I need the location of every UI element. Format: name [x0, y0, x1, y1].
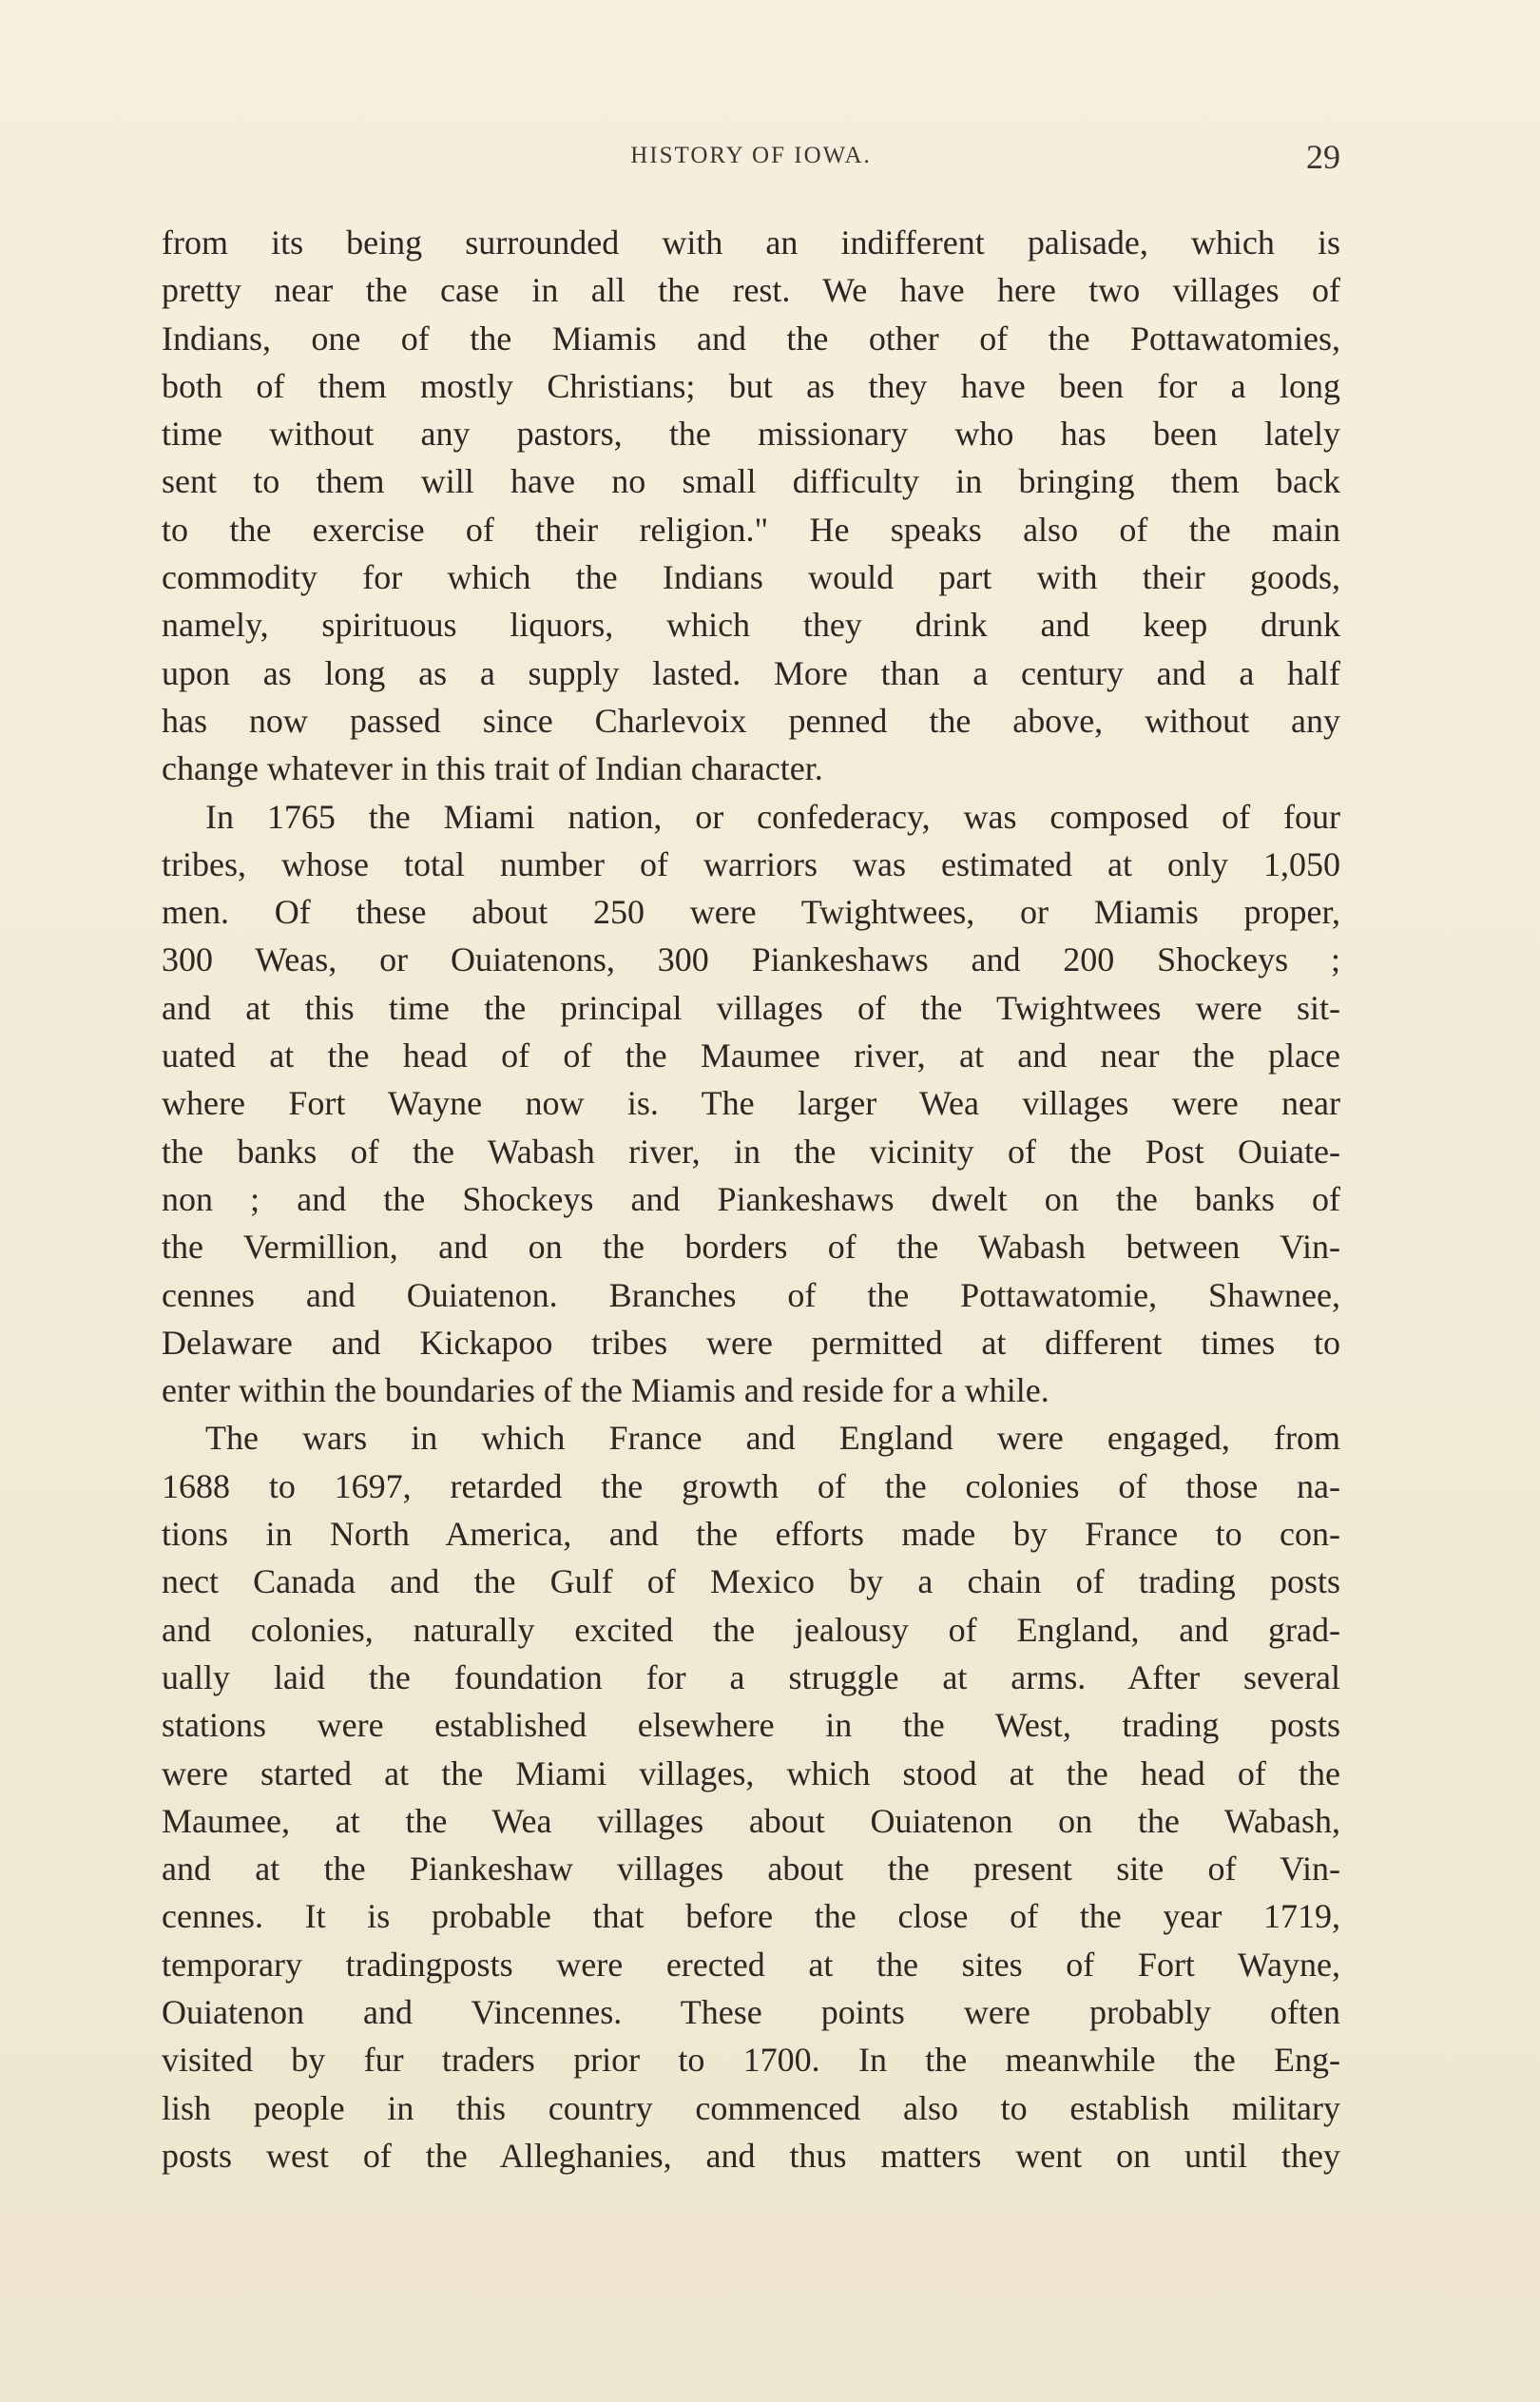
text-line: cennes and Ouiatenon. Branches of the Pottawatomie, Shawnee,: [162, 1275, 1340, 1314]
text-line: the banks of the Wabash river, in the vicinity of the Post Ouiate-: [162, 1132, 1340, 1171]
text-line: posts west of the Alleghanies, and thus matters went on until they: [162, 2136, 1340, 2175]
text-line: tions in North America, and the efforts made by France to con-: [162, 1515, 1340, 1554]
text-line: and at the Piankeshaw villages about the present site of Vin-: [162, 1850, 1340, 1889]
text-line: where Fort Wayne now is. The larger Wea villages were near: [162, 1084, 1340, 1123]
text-line: sent to them will have no small difficulty in bringing them back: [162, 462, 1340, 501]
text-line: non ; and the Shockeys and Piankeshaws dwelt on the banks of: [162, 1179, 1340, 1218]
text-line: The wars in which France and England were engaged, from: [205, 1419, 1340, 1458]
page-number: 29: [1306, 138, 1340, 176]
text-line: to the exercise of their religion." He speaks also of the main: [162, 510, 1340, 549]
text-line: ually laid the foundation for a struggle at arms. After several: [162, 1657, 1340, 1696]
text-line: from its being surrounded with an indifferent palisade, which is: [162, 223, 1340, 262]
text-line: 1688 to 1697, retarded the growth of the colonies of those na-: [162, 1466, 1340, 1505]
text-line: Indians, one of the Miamis and the other of the Pottawatomies,: [162, 319, 1340, 358]
text-line: were started at the Miami villages, which stood at the head of the: [162, 1753, 1340, 1792]
text-line: time without any pastors, the missionary who has been lately: [162, 415, 1340, 454]
text-line: upon as long as a supply lasted. More than a century and a half: [162, 653, 1340, 692]
text-line: the Vermillion, and on the borders of the Wabash between Vin-: [162, 1228, 1340, 1267]
text-line: Maumee, at the Wea villages about Ouiatenon on the Wabash,: [162, 1801, 1340, 1840]
text-line: men. Of these about 250 were Twightwees, or Miamis proper,: [162, 893, 1340, 932]
text-line: lish people in this country commenced also to establish military: [162, 2088, 1340, 2127]
text-line: stations were established elsewhere in the West, trading posts: [162, 1706, 1340, 1745]
body-text: [162, 219, 1340, 2179]
running-head: HISTORY OF IOWA.: [630, 143, 872, 168]
page-header: [162, 138, 1340, 181]
text-line: tribes, whose total number of warriors was estimated at only 1,050: [162, 844, 1340, 883]
text-line: visited by fur traders prior to 1700. In the meanwhile the Eng-: [162, 2041, 1340, 2080]
text-line: namely, spirituous liquors, which they drink and keep drunk: [162, 606, 1340, 645]
text-line: and colonies, naturally excited the jealousy of England, and grad-: [162, 1610, 1340, 1649]
text-line: pretty near the case in all the rest. We have here two villages of: [162, 271, 1340, 310]
text-line: change whatever in this trait of Indian character.: [162, 749, 823, 788]
text-line: both of them mostly Christians; but as they have been for a long: [162, 366, 1340, 405]
text-line: 300 Weas, or Ouiatenons, 300 Piankeshaws and 200 Shockeys ;: [162, 940, 1340, 979]
text-line: nect Canada and the Gulf of Mexico by a chain of trading posts: [162, 1562, 1340, 1601]
text-line: Ouiatenon and Vincennes. These points were probably often: [162, 1992, 1340, 2031]
text-line: temporary tradingposts were erected at the sites of Fort Wayne,: [162, 1945, 1340, 1984]
text-line: uated at the head of of the Maumee river, at and near the place: [162, 1036, 1340, 1075]
text-line: has now passed since Charlevoix penned the above, without any: [162, 701, 1340, 740]
text-line: Delaware and Kickapoo tribes were permitted at different times to: [162, 1323, 1340, 1362]
text-line: commodity for which the Indians would part with their goods,: [162, 558, 1340, 597]
text-line: cennes. It is probable that before the close of the year 1719,: [162, 1897, 1340, 1936]
text-line: and at this time the principal villages of the Twightwees were sit-: [162, 988, 1340, 1027]
text-line: In 1765 the Miami nation, or confederacy, was composed of four: [205, 797, 1340, 836]
text-line: enter within the boundaries of the Miamis and reside for a while.: [162, 1371, 1049, 1410]
